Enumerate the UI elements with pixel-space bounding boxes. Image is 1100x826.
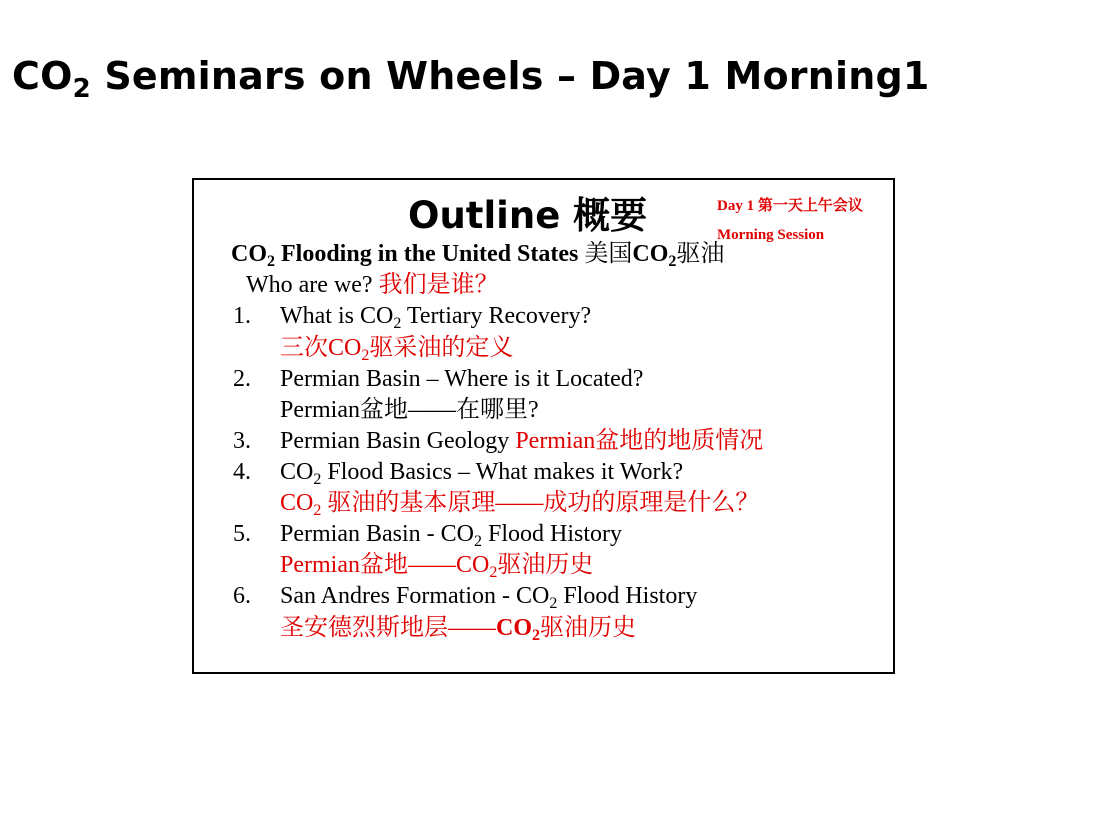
intro-en: Who are we? (246, 272, 379, 298)
item-en: Permian Basin - CO (280, 521, 474, 547)
item-en-sub: 2 (313, 471, 322, 488)
item-en-sub: 2 (473, 533, 482, 550)
item-cn-co: CO (328, 335, 362, 361)
slide-title-subscript: 2 (72, 74, 91, 104)
item-cn-rest: 驱采油的定义 (369, 335, 514, 361)
item-number: 1. (233, 303, 251, 329)
outline-item-3 (233, 426, 763, 456)
subheading-sub: 2 (267, 253, 275, 270)
session-tag-morning: Morning Session (717, 227, 825, 243)
slide-title-prefix: CO (12, 54, 73, 98)
subheading-cn-co: CO (632, 241, 669, 267)
outline-item-6 (233, 581, 697, 611)
outline-item-5 (233, 519, 622, 549)
item-cn-sub: 2 (313, 502, 322, 519)
outline-item-4-cn (280, 488, 759, 518)
subheading-text: Flooding in the United States (275, 241, 585, 267)
item-cn: 三次 (280, 335, 328, 361)
outline-item-4 (233, 457, 683, 487)
item-cn: 圣安德烈斯地层—— (280, 615, 496, 641)
item-en-rest: Flood History (557, 583, 698, 609)
item-en: Permian Basin – Where is it Located? (280, 366, 644, 392)
item-en-sub: 2 (549, 595, 558, 612)
slide-title (12, 50, 930, 102)
item-cn: Permian盆地的地质情况 (515, 428, 764, 454)
subheading-cn-prefix: 美国 (584, 241, 633, 267)
item-en-rest: Flood History (481, 521, 622, 547)
subheading-co: CO (231, 241, 267, 267)
item-en: Permian Basin Geology (280, 428, 516, 454)
subheading-cn-sub: 2 (668, 253, 677, 270)
item-cn-sub: 2 (489, 564, 498, 581)
item-cn-co: CO (280, 490, 314, 516)
outline-item-1-cn (280, 333, 513, 363)
intro-cn: 我们是谁？ (378, 272, 499, 298)
item-en: What is CO (280, 303, 394, 329)
item-cn-sub: 2 (361, 347, 370, 364)
subheading-cn-suffix: 驱油 (676, 241, 725, 267)
item-en: CO (280, 459, 314, 485)
outline-item-6-cn (280, 613, 636, 643)
outline-item-2-cn (280, 395, 539, 425)
item-number: 6. (233, 583, 251, 609)
outline-intro (246, 270, 499, 300)
item-cn-rest: 驱油历史 (497, 552, 594, 578)
item-cn: Permian盆地——CO (280, 552, 490, 578)
item-number: 5. (233, 521, 251, 547)
item-en-sub: 2 (393, 315, 402, 332)
outline-subheading (231, 239, 724, 269)
item-cn-co: CO (496, 615, 532, 641)
outline-heading: Outline 概要 (408, 194, 648, 237)
item-number: 4. (233, 459, 251, 485)
item-number: 2. (233, 366, 251, 392)
outline-item-2 (233, 364, 643, 394)
item-cn: Permian盆地——在哪里? (280, 397, 539, 423)
item-number: 3. (233, 428, 251, 454)
item-en-rest: Flood Basics – What makes it Work? (321, 459, 684, 485)
session-tag-day: Day 1 第一天上午会议 (717, 198, 863, 214)
item-en-rest: Tertiary Recovery? (401, 303, 592, 329)
outline-panel (192, 178, 895, 674)
item-en: San Andres Formation - CO (280, 583, 550, 609)
item-cn-sub: 2 (532, 627, 540, 644)
outline-item-1 (233, 301, 591, 331)
slide-title-suffix: Seminars on Wheels – Day 1 Morning1 (90, 54, 930, 98)
item-cn-rest: 驱油历史 (540, 615, 636, 641)
item-cn-rest: 驱油的基本原理——成功的原理是什么？ (321, 490, 760, 516)
outline-item-5-cn (280, 550, 593, 580)
session-tag (717, 192, 863, 250)
